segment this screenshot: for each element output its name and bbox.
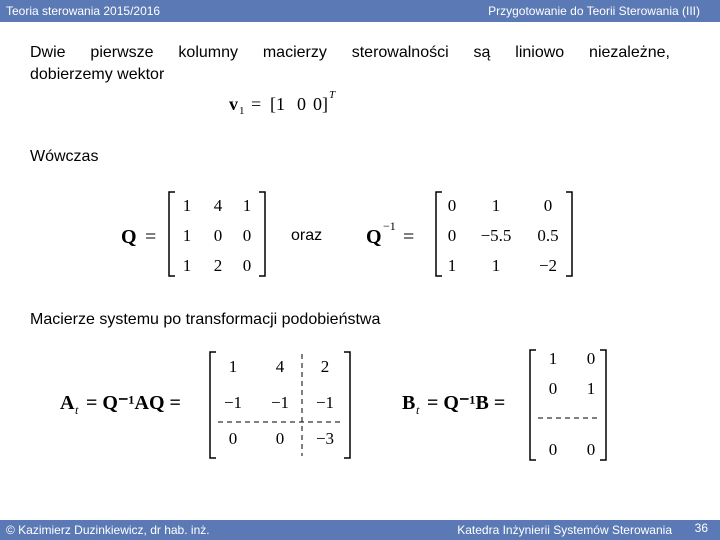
q-right-bracket <box>259 192 265 276</box>
qinv-cell: 1 <box>491 256 501 275</box>
qinv-superscript: −1 <box>383 219 396 233</box>
at-subscript: t <box>75 403 79 417</box>
v1-value-3: 0] <box>313 94 328 114</box>
q-matrix-equation <box>115 186 275 282</box>
q-cell: 1 <box>182 256 192 275</box>
q-cell: 1 <box>182 196 192 215</box>
q-cell: 0 <box>242 226 252 245</box>
footer-bar <box>0 520 720 540</box>
at-cell: 2 <box>320 357 330 376</box>
at-cell: 4 <box>275 357 285 376</box>
v1-symbol: v <box>229 94 238 114</box>
qinv-left-bracket <box>436 192 442 276</box>
q-cell: 1 <box>242 196 252 215</box>
at-cell: −1 <box>270 393 290 412</box>
at-cell: −1 <box>315 393 335 412</box>
q-cell: 0 <box>213 226 223 245</box>
intro-paragraph <box>30 42 670 86</box>
intro-line-2: dobierzemy wektor <box>30 66 165 83</box>
at-cell: 1 <box>228 357 238 376</box>
macierze-text: Macierze systemu po transformacji podobieństwa <box>30 311 381 328</box>
at-cell: −3 <box>315 429 335 448</box>
at-matrix-equation <box>58 346 358 464</box>
qinv-label: Q <box>366 226 382 248</box>
v1-equals: = <box>251 94 262 114</box>
qinv-equals: = <box>403 226 415 248</box>
at-left-bracket <box>210 352 216 458</box>
page-number: 36 <box>694 521 708 535</box>
q-inverse-equation <box>360 186 580 282</box>
qinv-cell: 0 <box>543 196 553 215</box>
author: © Kazimierz Duzinkiewicz, dr hab. inż. <box>6 523 210 537</box>
header-bar <box>0 0 720 22</box>
at-symbol: A <box>60 392 75 414</box>
at-cell: 0 <box>228 429 238 448</box>
qinv-cell: 0 <box>447 226 457 245</box>
q-cell: 0 <box>242 256 252 275</box>
at-cell: −1 <box>223 393 243 412</box>
v1-transpose: T <box>329 89 336 101</box>
q-cell: 2 <box>213 256 223 275</box>
qinv-cell: 0.5 <box>537 226 559 245</box>
qinv-cell: −5.5 <box>480 226 512 245</box>
v1-value-2: 0 <box>297 94 306 114</box>
bt-left-bracket <box>530 350 536 460</box>
bt-symbol: B <box>402 392 416 414</box>
qinv-cell: 1 <box>491 196 501 215</box>
lecture-title: Przygotowanie do Teorii Sterowania (III) <box>488 4 700 18</box>
bt-matrix-equation <box>400 344 620 466</box>
intro-line-1: Dwie pierwsze kolumny macierzy sterowalności są liniowo niezależne, <box>30 44 670 61</box>
q-equals: = <box>145 226 157 248</box>
qinv-cell: 0 <box>447 196 457 215</box>
q-label: Q <box>121 226 137 248</box>
wowczas-text: Wówczas <box>30 148 99 165</box>
bt-expression: = Q⁻¹B = <box>427 392 506 414</box>
bt-cell: 0 <box>586 440 596 459</box>
bt-cell: 1 <box>548 349 558 368</box>
qinv-cell: −2 <box>538 256 558 275</box>
bt-cell: 0 <box>586 349 596 368</box>
q-cell: 4 <box>213 196 223 215</box>
q-cell: 1 <box>182 226 192 245</box>
department: Katedra Inżynierii Systemów Sterowania <box>457 523 672 537</box>
bt-cell: 1 <box>586 379 596 398</box>
at-expression: = Q⁻¹AQ = <box>86 392 181 414</box>
v1-value-1: [1 <box>270 94 285 114</box>
qinv-right-bracket <box>566 192 572 276</box>
course-title: Teoria sterowania 2015/2016 <box>6 4 161 18</box>
bt-right-bracket <box>600 350 606 460</box>
v1-equation <box>225 86 345 120</box>
qinv-cell: 1 <box>447 256 457 275</box>
bt-cell: 0 <box>548 379 558 398</box>
v1-subscript: 1 <box>239 105 245 117</box>
bt-cell: 0 <box>548 440 558 459</box>
bt-subscript: t <box>416 403 420 417</box>
oraz-text: oraz <box>291 227 323 244</box>
at-right-bracket <box>344 352 350 458</box>
q-left-bracket <box>169 192 175 276</box>
at-cell: 0 <box>275 429 285 448</box>
